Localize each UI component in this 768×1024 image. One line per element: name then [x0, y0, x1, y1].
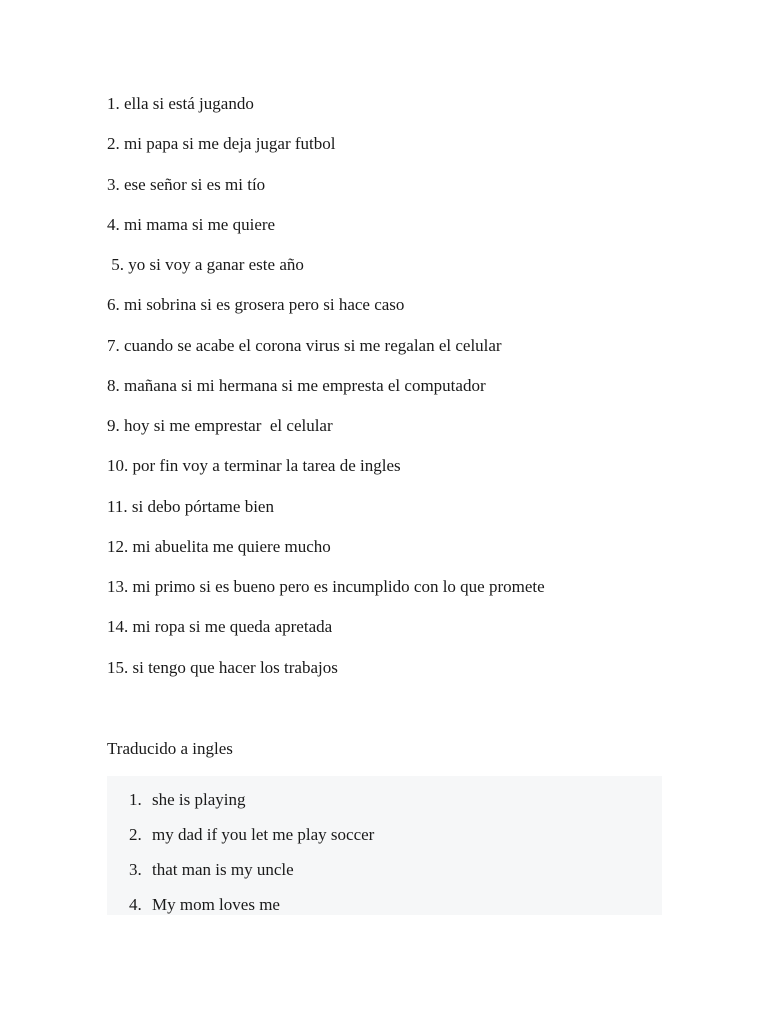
sentence-5: 5. yo si voy a ganar este año [107, 255, 304, 274]
sentence-3: 3. ese señor si es mi tío [107, 174, 266, 194]
translation-item-text: My mom loves me [152, 895, 280, 914]
translation-item-number: 4. [129, 895, 142, 914]
sentence-2: 2. mi papa si me deja jugar futbol [107, 134, 336, 154]
sentence-8: 8. mañana si mi hermana si me empresta el computador [107, 375, 486, 395]
translation-item-text: that man is my uncle [152, 860, 294, 879]
translation-item-text: my dad if you let me play soccer [152, 825, 375, 844]
translation-item [129, 892, 374, 915]
translation-item-number: 1. [129, 790, 142, 809]
sentence-10: 10. por fin voy a terminar la tarea de ingles [107, 456, 401, 476]
sentence-12: 12. mi abuelita me quiere mucho [107, 536, 331, 556]
sentence-11: 11. si debo pórtame bien [107, 496, 274, 516]
translation-block [107, 776, 662, 915]
translation-item [129, 787, 374, 822]
sentence-13: 13. mi primo si es bueno pero es incumplido con lo que promete [107, 577, 545, 596]
sentence-7: 7. cuando se acabe el corona virus si me regalan el celular [107, 335, 502, 355]
sentence-9: 9. hoy si me emprestar el celular [107, 416, 333, 435]
sentence-15: 15. si tengo que hacer los trabajos [107, 657, 338, 677]
translation-item [129, 822, 374, 857]
sentence-4: 4. mi mama si me quiere [107, 214, 276, 234]
translation-item-number: 3. [129, 860, 142, 879]
translation-item [129, 857, 374, 892]
sentence-14: 14. mi ropa si me queda apretada [107, 617, 333, 637]
spanish-sentence-list [107, 90, 707, 694]
translation-item-number: 2. [129, 825, 142, 844]
translation-heading: Traducido a ingles [107, 739, 233, 758]
translation-list [129, 787, 374, 915]
sentence-1: 1. ella si está jugando [107, 94, 254, 113]
translation-item-text: she is playing [152, 790, 246, 809]
sentence-6: 6. mi sobrina si es grosera pero si hace caso [107, 295, 405, 315]
